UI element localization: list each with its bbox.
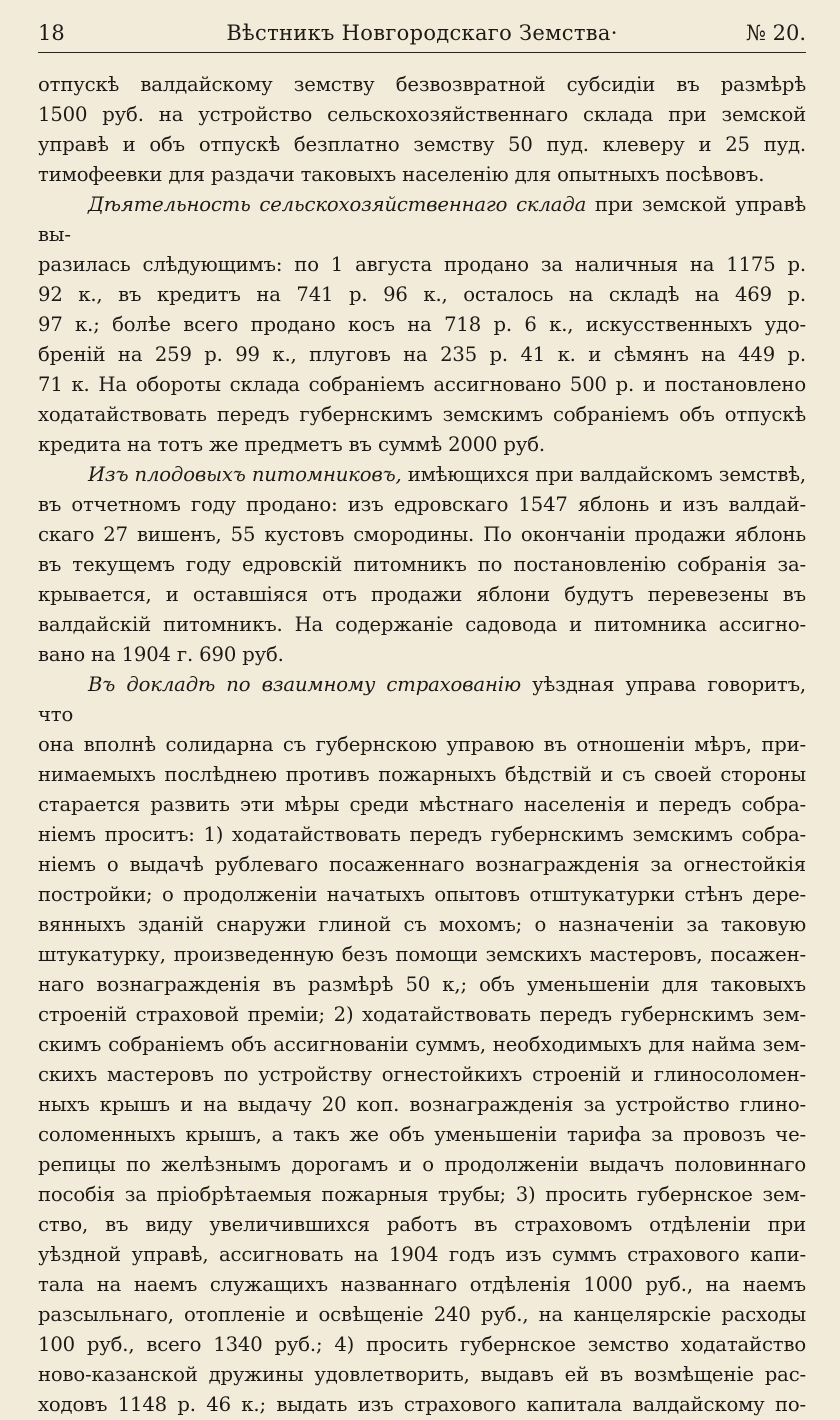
header-rule — [38, 52, 806, 53]
italic-heading: Въ докладѣ по взаимному страхованію — [88, 673, 521, 696]
line-text: 97 к.; болѣе всего продано косъ на 718 р. 6 к., искусственныхъ удо- — [38, 313, 806, 336]
line-text: тала на наемъ служащихъ названнаго отдѣленія 1000 руб., на наемъ — [38, 1273, 806, 1296]
text-line — [38, 820, 806, 850]
line-text: въ отчетномъ году продано: изъ едровскаго 1547 яблонь и изъ валдай- — [38, 493, 806, 516]
text-line — [38, 130, 806, 160]
line-text: уѣздная управа говоритъ, что — [38, 673, 806, 726]
line-text: имѣющихся при валдайскомъ земствѣ, — [401, 463, 806, 486]
line-text: постройки; о продолженіи начатыхъ опытовъ отштукатурки стѣнъ дере- — [38, 883, 806, 906]
line-text: въ текущемъ году едровскій питомникъ по постановленію собранія за- — [38, 553, 806, 576]
line-text: уѣздной управѣ, ассигновать на 1904 годъ изъ суммъ страхового капи- — [38, 1243, 806, 1266]
text-line — [38, 1360, 806, 1390]
italic-heading: Изъ плодовыхъ питомниковъ, — [88, 463, 402, 486]
line-text: управѣ и объ отпускѣ безплатно земству 50 пуд. клеверу и 25 пуд. — [38, 133, 806, 156]
text-line — [38, 100, 806, 130]
text-line — [38, 1390, 806, 1420]
text-line — [38, 850, 806, 880]
text-line — [38, 610, 806, 640]
line-text: кредита на тотъ же предметъ въ суммѣ 2000 руб. — [38, 433, 545, 456]
text-line — [38, 1270, 806, 1300]
line-text: репицы по желѣзнымъ дорогамъ и о продолженіи выдачъ половиннаго — [38, 1153, 806, 1176]
text-line — [38, 430, 806, 460]
line-text: старается развить эти мѣры среди мѣстнаго населенія и передъ собра- — [38, 793, 806, 816]
text-line — [38, 880, 806, 910]
line-text: ство, въ виду увеличившихся работъ въ страховомъ отдѣленіи при — [38, 1213, 806, 1236]
text-line — [38, 400, 806, 430]
text-line — [38, 310, 806, 340]
line-text: строеній страховой преміи; 2) ходатайствовать передъ губернскимъ зем- — [38, 1003, 806, 1026]
line-text: 100 руб., всего 1340 руб.; 4) просить губернское земство ходатайство — [38, 1333, 806, 1356]
text-line — [38, 1240, 806, 1270]
line-text: валдайскій питомникъ. На содержаніе садовода и питомника ассигно- — [38, 613, 806, 636]
text-line — [38, 1090, 806, 1120]
line-text: вано на 1904 г. 690 руб. — [38, 643, 284, 666]
line-text: скихъ мастеровъ по устройству огнестойкихъ строеній и глиносоломен- — [38, 1063, 806, 1086]
italic-heading: Дѣятельность сельскохозяйственнаго склада — [88, 193, 587, 216]
text-line — [38, 1000, 806, 1030]
journal-title: Вѣстникъ Новгородскаго Земства· — [226, 21, 618, 45]
line-text: при земской управѣ вы- — [38, 193, 806, 246]
line-text: ходовъ 1148 р. 46 к.; выдать изъ страхового капитала валдайскому по- — [38, 1393, 806, 1416]
line-text: бреній на 259 р. 99 к., плуговъ на 235 р. 41 к. и сѣмянъ на 449 р. — [38, 343, 806, 366]
text-line — [38, 1060, 806, 1090]
text-line — [38, 160, 806, 190]
line-text: ніемъ о выдачѣ рублеваго посаженнаго вознагражденія за огнестойкія — [38, 853, 806, 876]
text-line — [38, 1300, 806, 1330]
text-line — [38, 910, 806, 940]
text-line — [38, 970, 806, 1000]
line-text: ніемъ проситъ: 1) ходатайствовать передъ губернскимъ земскимъ собра- — [38, 823, 806, 846]
text-line — [38, 730, 806, 760]
line-text: 92 к., въ кредитъ на 741 р. 96 к., осталось на складѣ на 469 р. — [38, 283, 806, 306]
text-line — [38, 190, 806, 250]
page-number: 18 — [38, 21, 65, 45]
running-header — [38, 18, 806, 52]
line-text: 1500 руб. на устройство сельскохозяйственнаго склада при земской — [38, 103, 806, 126]
text-line — [38, 1150, 806, 1180]
text-line — [38, 460, 806, 490]
text-line — [38, 1120, 806, 1150]
text-line — [38, 70, 806, 100]
line-text: нимаемыхъ послѣднею противъ пожарныхъ бѣдствій и съ своей стороны — [38, 763, 806, 786]
text-line — [38, 520, 806, 550]
text-line — [38, 1330, 806, 1360]
line-text: она вполнѣ солидарна съ губернскою управою въ отношеніи мѣръ, при- — [38, 733, 806, 756]
text-line — [38, 550, 806, 580]
line-text: разилась слѣдующимъ: по 1 августа продано за наличныя на 1175 р. — [38, 253, 806, 276]
line-text: вянныхъ зданій снаружи глиной съ мохомъ; о назначеніи за таковую — [38, 913, 806, 936]
text-line — [38, 280, 806, 310]
line-text: ново-казанской дружины удовлетворить, выдавъ ей въ возмѣщеніе рас- — [38, 1363, 806, 1386]
text-line — [38, 490, 806, 520]
text-line — [38, 580, 806, 610]
line-text: отпускѣ валдайскому земству безвозвратной субсидіи въ размѣрѣ — [38, 73, 806, 96]
text-line — [38, 940, 806, 970]
line-text: скимъ собраніемъ объ ассигнованіи суммъ, необходимыхъ для найма зем- — [38, 1033, 806, 1056]
line-text: соломенныхъ крышъ, а такъ же объ уменьшеніи тарифа за провозъ че- — [38, 1123, 806, 1146]
line-text: ходатайствовать передъ губернскимъ земскимъ собраніемъ объ отпускѣ — [38, 403, 806, 426]
text-line — [38, 670, 806, 730]
line-text: 71 к. На обороты склада собраніемъ ассигновано 500 р. и постановлено — [38, 373, 806, 396]
line-text: скаго 27 вишенъ, 55 кустовъ смородины. По окончаніи продажи яблонь — [38, 523, 806, 546]
text-line — [38, 370, 806, 400]
line-text: ныхъ крышъ и на выдачу 20 коп. вознагражденія за устройство глино- — [38, 1093, 806, 1116]
text-line — [38, 250, 806, 280]
line-text: наго вознагражденія въ размѣрѣ 50 к,; объ уменьшеніи для таковыхъ — [38, 973, 806, 996]
line-text: крывается, и оставшіяся отъ продажи яблони будутъ перевезены въ — [38, 583, 806, 606]
line-text: тимофеевки для раздачи таковыхъ населенію для опытныхъ посѣвовъ. — [38, 163, 765, 186]
text-line — [38, 760, 806, 790]
text-line — [38, 790, 806, 820]
line-text: пособія за пріобрѣтаемыя пожарныя трубы; 3) просить губернское зем- — [38, 1183, 806, 1206]
issue-number: № 20. — [746, 21, 806, 45]
text-line — [38, 1180, 806, 1210]
text-line — [38, 640, 806, 670]
text-line — [38, 340, 806, 370]
text-line — [38, 1210, 806, 1240]
text-line — [38, 1030, 806, 1060]
line-text: разсыльнаго, отопленіе и освѣщеніе 240 руб., на канцелярскіе расходы — [38, 1303, 806, 1326]
line-text: штукатурку, произведенную безъ помощи земскихъ мастеровъ, посажен- — [38, 943, 806, 966]
body-text — [38, 70, 806, 1420]
